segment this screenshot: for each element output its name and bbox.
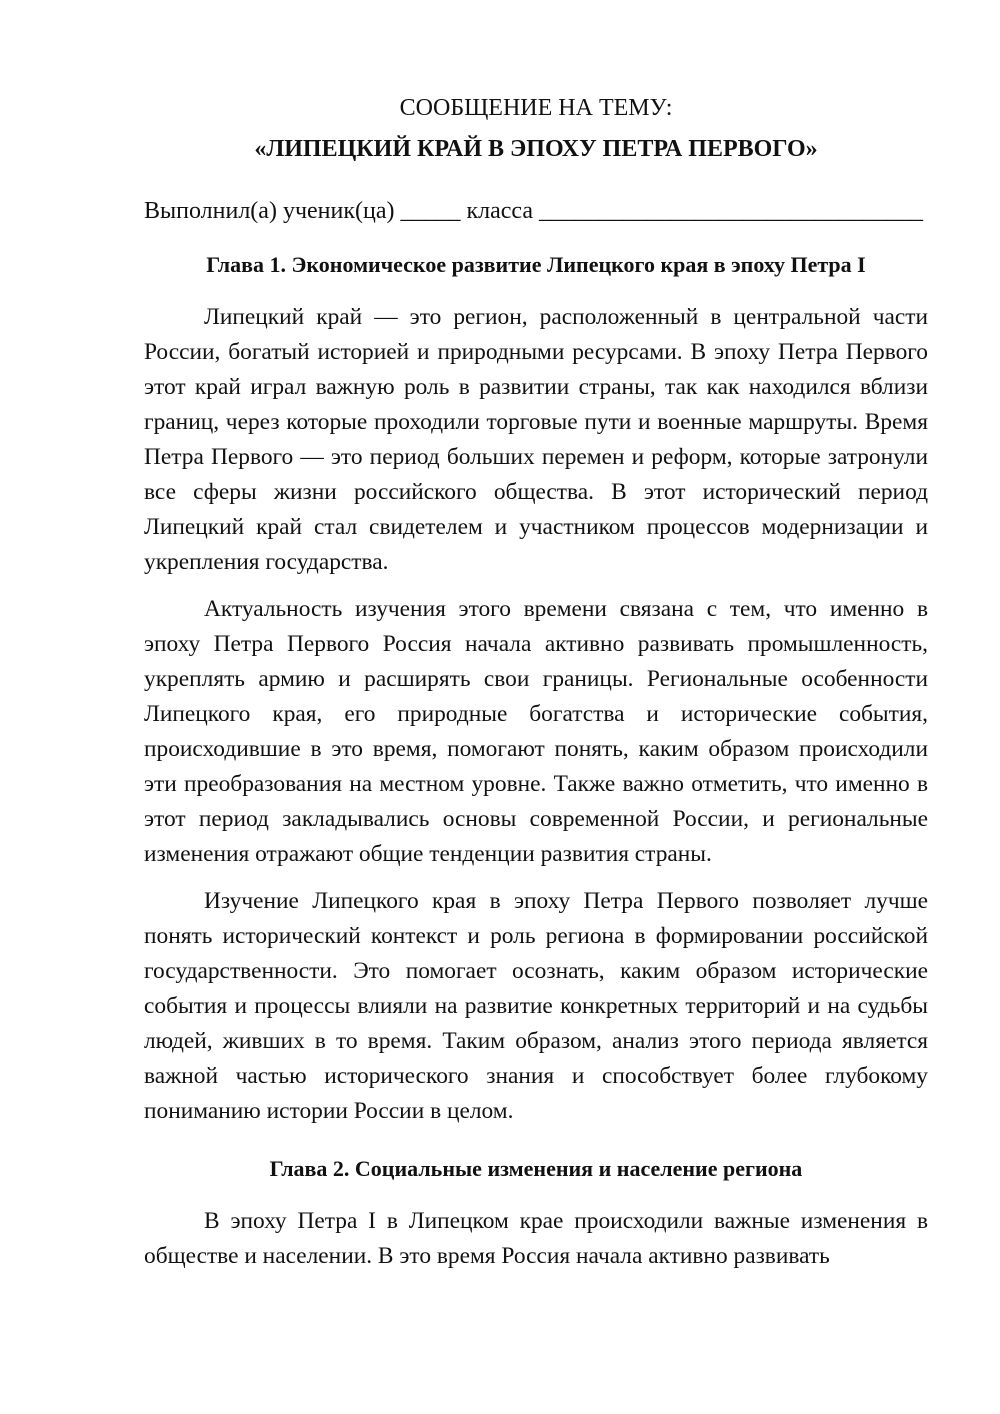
chapter-1-paragraph-2: Актуальность изучения этого времени связана с тем, что именно в эпоху Петра Первого Россия начала активно развивать промышленность, укреплять армию и расширять свои границы. Региональные особенности Липецкого края, его природные богатства и исторические события, происходившие в это время, помогают понять, каким образом происходили эти преобразования на местном уровне. Также важно отметить, что именно в этот период закладывались основы современной России, и региональные изменения отражают общие тенденции развития страны. [144,596,928,867]
chapter-1-paragraph-1: Липецкий край — это регион, расположенный в центральной части России, богатый историей и природными ресурсами. В эпоху Петра Первого этот край играл важную роль в развитии страны, так как находился вблизи границ, через которые проходили торговые пути и военные маршруты. Время Петра Первого — это период больших перемен и реформ, которые затронули все сферы жизни российского общества. В этот исторический период Липецкий край стал свидетелем и участником процессов модернизации и укрепления государства. [144,304,928,575]
chapter-2-paragraph-1: В эпоху Петра I в Липецком крае происходили важные изменения в обществе и населении. В это время Россия начала активно развивать [144,1208,928,1269]
document-title-line1: СООБЩЕНИЕ НА ТЕМУ: [399,95,673,121]
document-title-line2: «ЛИПЕЦКИЙ КРАЙ В ЭПОХУ ПЕТРА ПЕРВОГО» [254,136,818,162]
document-page [144,90,928,1274]
chapter-1-paragraph-3: Изучение Липецкого края в эпоху Петра Первого позволяет лучше понять исторический контекст и роль региона в формировании российской государственности. Это помогает осознать, каким образом исторические события и процессы влияли на развитие конкретных территорий и на судьбы людей, живших в то время. Таким образом, анализ этого периода является важной частью исторического знания и способствует более глубокому пониманию истории России в целом. [144,888,928,1124]
chapter-2-heading: Глава 2. Социальные изменения и население региона [269,1156,803,1181]
chapter-1-heading: Глава 1. Экономическое развитие Липецкого края в эпоху Петра I [206,252,866,277]
author-line: Выполнил(а) ученик(ца) _____ класса ________________________________ [144,198,924,224]
